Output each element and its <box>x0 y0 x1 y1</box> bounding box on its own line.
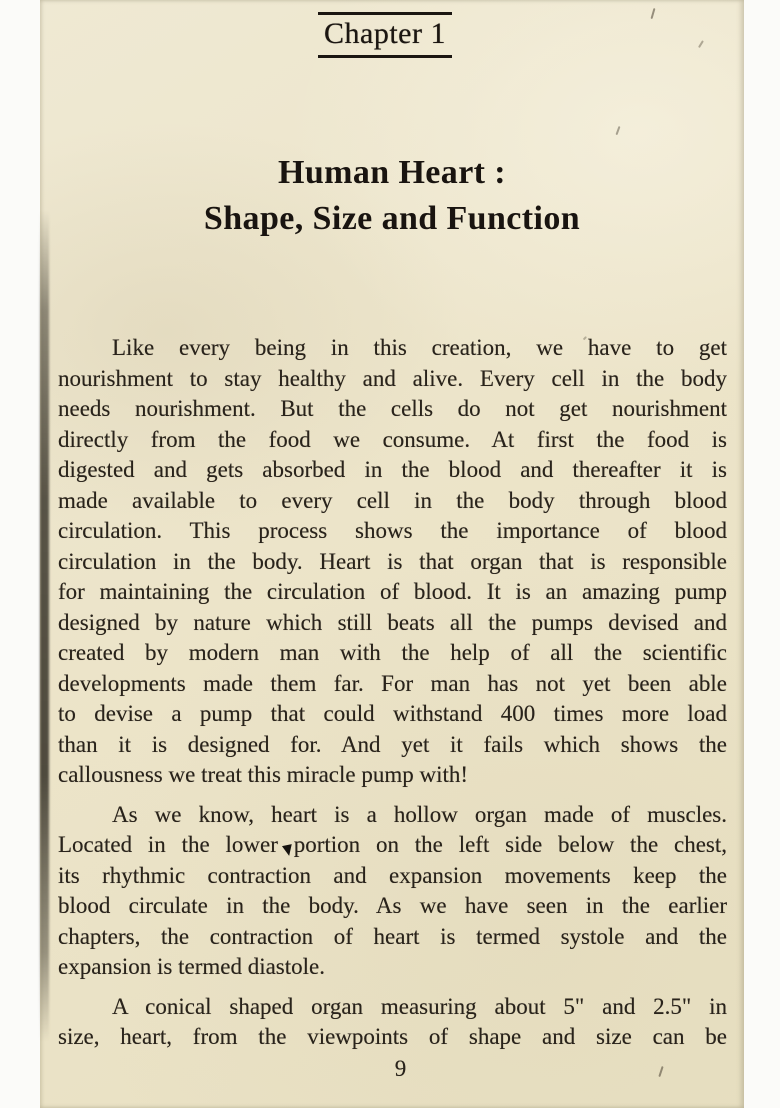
text-line: developments made them far. For man has not yet been able <box>58 670 727 696</box>
text-line: directly from the food we consume. At first the food is <box>58 426 727 452</box>
paragraph <box>58 800 727 983</box>
title-line-2: Shape, Size and Function <box>203 200 581 237</box>
text-line: circulation. This process shows the importance of blood <box>58 518 727 543</box>
text-line: made available to every cell in the body through blood <box>58 487 727 513</box>
book-page <box>40 0 744 1108</box>
text-line: its rhythmic contraction and expansion movements keep the <box>58 862 727 888</box>
text-line: for maintaining the circulation of blood. It is an amazing pump <box>58 579 727 604</box>
text-line: nourishment to stay healthy and alive. Every cell in the body <box>58 365 727 391</box>
paragraph <box>58 333 727 791</box>
text-line: created by modern man with the help of all the scientific <box>58 640 727 665</box>
scan-speck <box>616 126 620 135</box>
text-line: expansion is termed diastole. <box>58 954 325 979</box>
title-line-1: Human Heart : <box>277 154 507 191</box>
text-line: callousness we treat this miracle pump with! <box>58 762 469 787</box>
text-line: blood circulate in the body. As we have seen in the earlier <box>58 893 727 918</box>
text-line: Like every being in this creation, we have to get <box>112 335 727 360</box>
cursor-artifact-mark <box>282 844 294 857</box>
text-line: needs nourishment. But the cells do not get nourishment <box>58 396 727 421</box>
text-line: size, heart, from the viewpoints of shape and size can be <box>58 1024 727 1049</box>
chapter-heading-text: Chapter 1 <box>318 12 452 58</box>
text-line: designed by nature which still beats all the pumps devised and <box>58 609 727 635</box>
body-text <box>58 333 727 1053</box>
text-line: Located in the lower portion on the left side below the chest, <box>58 832 727 857</box>
text-line: than it is designed for. And yet it fails which shows the <box>58 731 727 757</box>
text-line: chapters, the contraction of heart is termed systole and the <box>58 923 727 949</box>
text-line: A conical shaped organ measuring about 5" and 2.5" in <box>112 993 727 1019</box>
page-title <box>40 150 744 242</box>
text-line: circulation in the body. Heart is that organ that is responsible <box>58 548 727 574</box>
chapter-heading <box>33 12 737 58</box>
text-line: digested and gets absorbed in the blood and thereafter it is <box>58 457 727 482</box>
paragraph <box>58 992 727 1053</box>
text-line: to devise a pump that could withstand 400 times more load <box>58 701 727 726</box>
page-number: 9 <box>394 1056 407 1081</box>
text-line: As we know, heart is a hollow organ made of muscles. <box>112 801 727 827</box>
